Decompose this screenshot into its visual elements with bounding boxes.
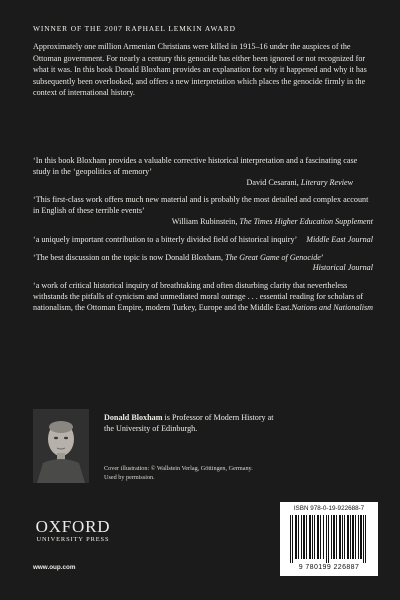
review-cesarani — [33, 156, 373, 188]
review-quote: ‘a work of critical historical inquiry of breathtaking and often disturbing clarity that nevertheless withstands the pitfalls of cynicism and unmediated moral outrage . . . essential reading for scholars of nationalism, the Ottoman Empire, modern Turkey, Europe and the Middle East.’ — [33, 281, 364, 312]
review-source — [33, 217, 373, 228]
review-historical-journal — [33, 253, 373, 275]
barcode-icon — [288, 515, 370, 563]
review-quote: ‘In this book Bloxham provides a valuable corrective historical interpretation and a fascinating case study in the ‘geopolitics of memory’ — [33, 156, 358, 176]
author-portrait-image — [33, 409, 89, 483]
review-source-publication: Nations and Nationalism — [291, 302, 373, 312]
review-quote-close: ’ — [320, 252, 324, 262]
isbn-barcode — [280, 502, 378, 576]
review-quote: ‘a uniquely important contribution to a bitterly divided field of historical inquiry’ — [33, 234, 298, 244]
review-source — [33, 178, 373, 189]
review-source-publication: Middle East Journal — [306, 234, 373, 244]
book-description: Approximately one million Armenian Christians were killed in 1915–16 under the auspices of the Ottoman government. For nearly a century this genocide has either been ignored or not recognized for what it was. In this book Donald Bloxham provides an explanation for why it happened and why it has subsequently been overlooked, and offers a new interpretation which places the genocide firmly in the context of international history. — [33, 42, 367, 98]
review-source-name: David Cesarani, — [246, 177, 301, 187]
review-nations-and-nationalism — [33, 281, 373, 313]
author-photo — [33, 409, 89, 483]
barcode-number: 9 780199 226887 — [298, 564, 360, 571]
review-source-publication: Literary Review — [300, 177, 353, 187]
review-rubinstein — [33, 195, 373, 227]
review-source-publication: The Times Higher Education Supplement — [239, 216, 373, 226]
award-line: WINNER OF THE 2007 RAPHAEL LEMKIN AWARD — [33, 24, 236, 33]
review-quote — [33, 253, 324, 262]
isbn-text: ISBN 978-0-19-922688-7 — [293, 505, 365, 512]
author-bio — [104, 412, 274, 435]
review-quote: ‘This first-class work offers much new material and is probably the most detailed and complex account in English of these terrible events’ — [33, 195, 369, 216]
author-bio-text: is Professor of Modern History at the University of Edinburgh. — [104, 413, 274, 434]
publisher-name: OXFORD — [35, 517, 111, 536]
review-source-publication: Historical Journal — [312, 263, 373, 273]
publisher-press: UNIVERSITY PRESS — [36, 536, 110, 543]
publisher-logo — [33, 518, 113, 543]
review-middle-east-journal — [33, 235, 373, 246]
author-name: Donald Bloxham — [104, 413, 163, 422]
publisher-url: www.oup.com — [33, 564, 76, 571]
review-quote-text: ‘The best discussion on the topic is now Donald Bloxham, — [33, 252, 226, 262]
review-source-name: William Rubinstein, — [171, 216, 240, 226]
cover-illustration-credit: Cover illustration: © Wallstein Verlag, Göttingen, Germany. Used by permission. — [104, 465, 253, 481]
reviews-section — [33, 156, 373, 321]
review-quote-title: The Great Game of Genocide — [225, 252, 321, 262]
